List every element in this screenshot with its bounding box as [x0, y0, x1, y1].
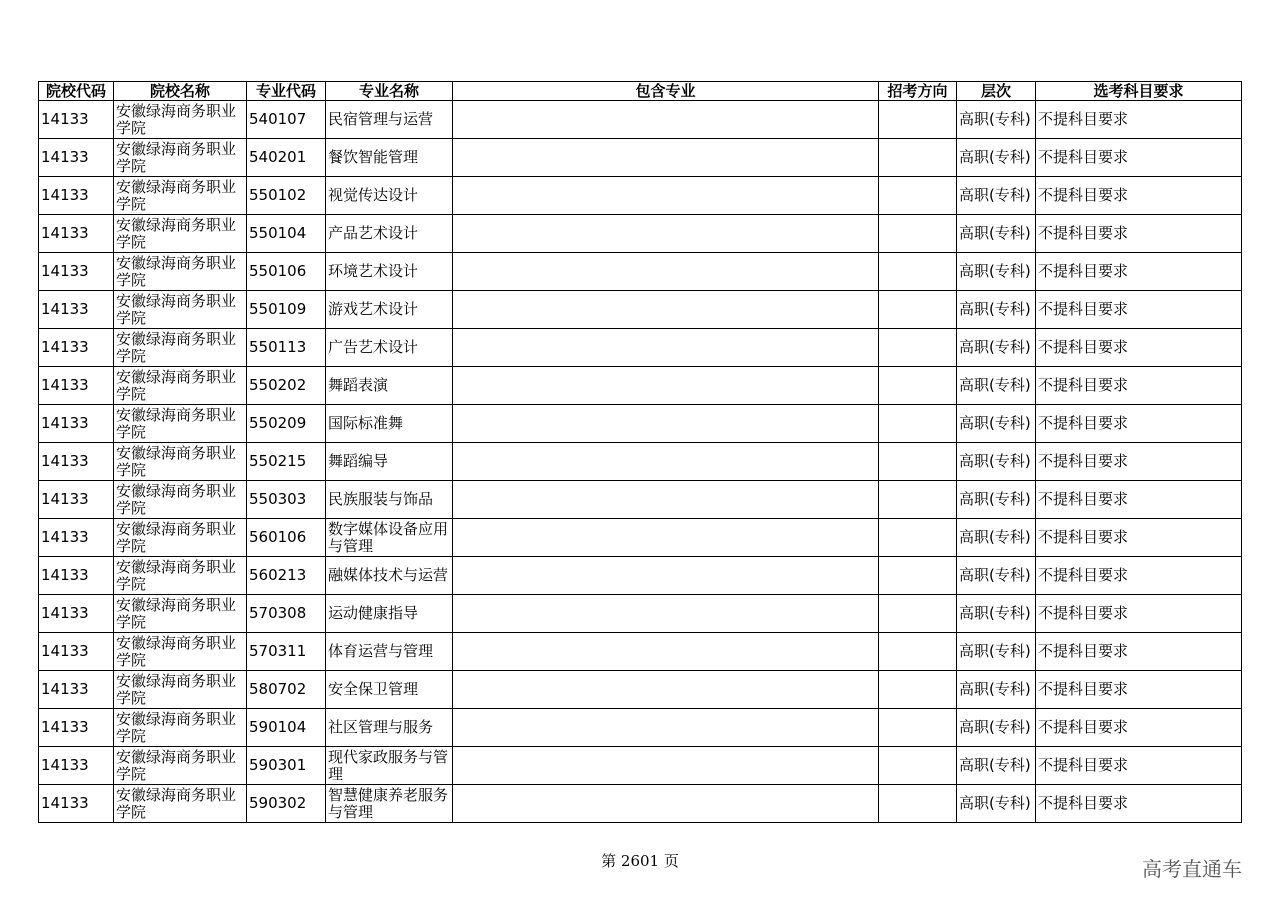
cell-requirement: 不提科目要求 [1036, 405, 1242, 443]
header-school-name: 院校名称 [114, 82, 247, 101]
cell-included-majors [453, 709, 879, 747]
table-row [39, 367, 1242, 405]
cell-major-code: 550113 [247, 329, 326, 367]
table-row [39, 177, 1242, 215]
cell-major-name: 民宿管理与运营 [326, 101, 453, 139]
cell-level: 高职(专科) [957, 671, 1036, 709]
cell-included-majors [453, 557, 879, 595]
table-row [39, 291, 1242, 329]
cell-included-majors [453, 671, 879, 709]
cell-included-majors [453, 177, 879, 215]
header-included-majors: 包含专业 [453, 82, 879, 101]
cell-school-code: 14133 [39, 633, 114, 671]
cell-school-code: 14133 [39, 671, 114, 709]
cell-level: 高职(专科) [957, 291, 1036, 329]
cell-direction [879, 557, 957, 595]
cell-school-code: 14133 [39, 101, 114, 139]
cell-school-name: 安徽绿海商务职业学院 [114, 101, 247, 139]
cell-level: 高职(专科) [957, 747, 1036, 785]
cell-requirement: 不提科目要求 [1036, 329, 1242, 367]
cell-level: 高职(专科) [957, 557, 1036, 595]
cell-major-code: 590301 [247, 747, 326, 785]
table-row [39, 215, 1242, 253]
cell-direction [879, 519, 957, 557]
cell-major-code: 550303 [247, 481, 326, 519]
cell-school-code: 14133 [39, 595, 114, 633]
cell-level: 高职(专科) [957, 177, 1036, 215]
cell-requirement: 不提科目要求 [1036, 481, 1242, 519]
cell-school-code: 14133 [39, 139, 114, 177]
cell-major-name: 民族服装与饰品 [326, 481, 453, 519]
cell-school-code: 14133 [39, 709, 114, 747]
cell-level: 高职(专科) [957, 785, 1036, 823]
cell-requirement: 不提科目要求 [1036, 367, 1242, 405]
cell-major-name: 运动健康指导 [326, 595, 453, 633]
cell-direction [879, 481, 957, 519]
cell-included-majors [453, 443, 879, 481]
table-row [39, 139, 1242, 177]
cell-requirement: 不提科目要求 [1036, 177, 1242, 215]
table-body [39, 101, 1242, 823]
cell-included-majors [453, 215, 879, 253]
cell-school-name: 安徽绿海商务职业学院 [114, 481, 247, 519]
cell-major-name: 社区管理与服务 [326, 709, 453, 747]
cell-direction [879, 709, 957, 747]
cell-school-name: 安徽绿海商务职业学院 [114, 139, 247, 177]
cell-requirement: 不提科目要求 [1036, 671, 1242, 709]
table-row [39, 785, 1242, 823]
table-row [39, 405, 1242, 443]
cell-direction [879, 443, 957, 481]
cell-direction [879, 177, 957, 215]
cell-school-code: 14133 [39, 747, 114, 785]
cell-school-name: 安徽绿海商务职业学院 [114, 633, 247, 671]
table-row [39, 709, 1242, 747]
page-number: 第 2601 页 [601, 852, 679, 870]
cell-level: 高职(专科) [957, 101, 1036, 139]
cell-major-code: 550215 [247, 443, 326, 481]
cell-level: 高职(专科) [957, 139, 1036, 177]
cell-requirement: 不提科目要求 [1036, 595, 1242, 633]
cell-major-code: 550202 [247, 367, 326, 405]
cell-school-name: 安徽绿海商务职业学院 [114, 747, 247, 785]
cell-direction [879, 291, 957, 329]
cell-major-code: 550209 [247, 405, 326, 443]
cell-major-name: 数字媒体设备应用与管理 [326, 519, 453, 557]
cell-school-name: 安徽绿海商务职业学院 [114, 557, 247, 595]
cell-school-name: 安徽绿海商务职业学院 [114, 709, 247, 747]
cell-school-name: 安徽绿海商务职业学院 [114, 215, 247, 253]
cell-school-code: 14133 [39, 481, 114, 519]
table-row [39, 747, 1242, 785]
cell-major-name: 现代家政服务与管理 [326, 747, 453, 785]
cell-level: 高职(专科) [957, 595, 1036, 633]
cell-requirement: 不提科目要求 [1036, 291, 1242, 329]
cell-school-code: 14133 [39, 405, 114, 443]
cell-included-majors [453, 139, 879, 177]
cell-major-code: 560213 [247, 557, 326, 595]
cell-requirement: 不提科目要求 [1036, 747, 1242, 785]
cell-requirement: 不提科目要求 [1036, 709, 1242, 747]
cell-school-name: 安徽绿海商务职业学院 [114, 253, 247, 291]
cell-included-majors [453, 367, 879, 405]
cell-direction [879, 671, 957, 709]
table-header-row [39, 82, 1242, 101]
cell-included-majors [453, 519, 879, 557]
cell-included-majors [453, 405, 879, 443]
cell-school-name: 安徽绿海商务职业学院 [114, 595, 247, 633]
cell-major-name: 游戏艺术设计 [326, 291, 453, 329]
cell-direction [879, 405, 957, 443]
cell-requirement: 不提科目要求 [1036, 139, 1242, 177]
cell-requirement: 不提科目要求 [1036, 443, 1242, 481]
cell-school-code: 14133 [39, 329, 114, 367]
cell-major-code: 540107 [247, 101, 326, 139]
header-school-code: 院校代码 [39, 82, 114, 101]
table-row [39, 557, 1242, 595]
cell-level: 高职(专科) [957, 367, 1036, 405]
cell-level: 高职(专科) [957, 253, 1036, 291]
cell-major-name: 视觉传达设计 [326, 177, 453, 215]
cell-school-code: 14133 [39, 253, 114, 291]
cell-school-name: 安徽绿海商务职业学院 [114, 785, 247, 823]
header-direction: 招考方向 [879, 82, 957, 101]
cell-level: 高职(专科) [957, 405, 1036, 443]
cell-school-code: 14133 [39, 443, 114, 481]
cell-requirement: 不提科目要求 [1036, 101, 1242, 139]
major-table [38, 81, 1242, 823]
cell-major-code: 550109 [247, 291, 326, 329]
cell-direction [879, 139, 957, 177]
cell-school-name: 安徽绿海商务职业学院 [114, 367, 247, 405]
cell-school-name: 安徽绿海商务职业学院 [114, 443, 247, 481]
header-requirement: 选考科目要求 [1036, 82, 1242, 101]
cell-requirement: 不提科目要求 [1036, 253, 1242, 291]
cell-major-name: 广告艺术设计 [326, 329, 453, 367]
cell-level: 高职(专科) [957, 215, 1036, 253]
cell-school-name: 安徽绿海商务职业学院 [114, 177, 247, 215]
cell-direction [879, 329, 957, 367]
cell-direction [879, 747, 957, 785]
cell-included-majors [453, 595, 879, 633]
cell-direction [879, 595, 957, 633]
cell-included-majors [453, 747, 879, 785]
cell-major-name: 安全保卫管理 [326, 671, 453, 709]
cell-major-code: 550102 [247, 177, 326, 215]
cell-school-code: 14133 [39, 177, 114, 215]
cell-included-majors [453, 481, 879, 519]
cell-direction [879, 633, 957, 671]
cell-major-name: 智慧健康养老服务与管理 [326, 785, 453, 823]
header-level: 层次 [957, 82, 1036, 101]
cell-school-name: 安徽绿海商务职业学院 [114, 329, 247, 367]
cell-requirement: 不提科目要求 [1036, 557, 1242, 595]
cell-major-name: 环境艺术设计 [326, 253, 453, 291]
cell-direction [879, 101, 957, 139]
cell-requirement: 不提科目要求 [1036, 215, 1242, 253]
cell-school-code: 14133 [39, 291, 114, 329]
cell-major-code: 540201 [247, 139, 326, 177]
watermark: 高考直通车 [1142, 857, 1242, 881]
table-row [39, 443, 1242, 481]
cell-direction [879, 215, 957, 253]
cell-school-code: 14133 [39, 519, 114, 557]
cell-school-code: 14133 [39, 785, 114, 823]
cell-major-code: 590302 [247, 785, 326, 823]
cell-major-code: 570311 [247, 633, 326, 671]
cell-included-majors [453, 253, 879, 291]
cell-level: 高职(专科) [957, 329, 1036, 367]
cell-level: 高职(专科) [957, 709, 1036, 747]
cell-direction [879, 367, 957, 405]
cell-direction [879, 253, 957, 291]
cell-major-code: 550106 [247, 253, 326, 291]
cell-school-code: 14133 [39, 557, 114, 595]
cell-level: 高职(专科) [957, 481, 1036, 519]
cell-major-name: 餐饮智能管理 [326, 139, 453, 177]
table-row [39, 595, 1242, 633]
cell-included-majors [453, 329, 879, 367]
cell-school-code: 14133 [39, 215, 114, 253]
cell-major-code: 570308 [247, 595, 326, 633]
table-row [39, 481, 1242, 519]
table-row [39, 671, 1242, 709]
cell-major-code: 550104 [247, 215, 326, 253]
cell-school-name: 安徽绿海商务职业学院 [114, 519, 247, 557]
cell-level: 高职(专科) [957, 633, 1036, 671]
cell-school-name: 安徽绿海商务职业学院 [114, 291, 247, 329]
cell-requirement: 不提科目要求 [1036, 785, 1242, 823]
cell-direction [879, 785, 957, 823]
cell-level: 高职(专科) [957, 519, 1036, 557]
cell-included-majors [453, 633, 879, 671]
table-row [39, 101, 1242, 139]
cell-major-name: 融媒体技术与运营 [326, 557, 453, 595]
table-row [39, 519, 1242, 557]
cell-included-majors [453, 785, 879, 823]
cell-school-name: 安徽绿海商务职业学院 [114, 405, 247, 443]
cell-requirement: 不提科目要求 [1036, 519, 1242, 557]
cell-major-name: 舞蹈表演 [326, 367, 453, 405]
cell-requirement: 不提科目要求 [1036, 633, 1242, 671]
header-major-name: 专业名称 [326, 82, 453, 101]
table-row [39, 329, 1242, 367]
table-row [39, 633, 1242, 671]
cell-major-name: 舞蹈编导 [326, 443, 453, 481]
cell-included-majors [453, 291, 879, 329]
cell-included-majors [453, 101, 879, 139]
table-row [39, 253, 1242, 291]
cell-major-name: 体育运营与管理 [326, 633, 453, 671]
cell-school-name: 安徽绿海商务职业学院 [114, 671, 247, 709]
header-major-code: 专业代码 [247, 82, 326, 101]
cell-major-name: 产品艺术设计 [326, 215, 453, 253]
cell-level: 高职(专科) [957, 443, 1036, 481]
cell-major-code: 580702 [247, 671, 326, 709]
cell-major-code: 560106 [247, 519, 326, 557]
cell-major-code: 590104 [247, 709, 326, 747]
cell-school-code: 14133 [39, 367, 114, 405]
cell-major-name: 国际标准舞 [326, 405, 453, 443]
